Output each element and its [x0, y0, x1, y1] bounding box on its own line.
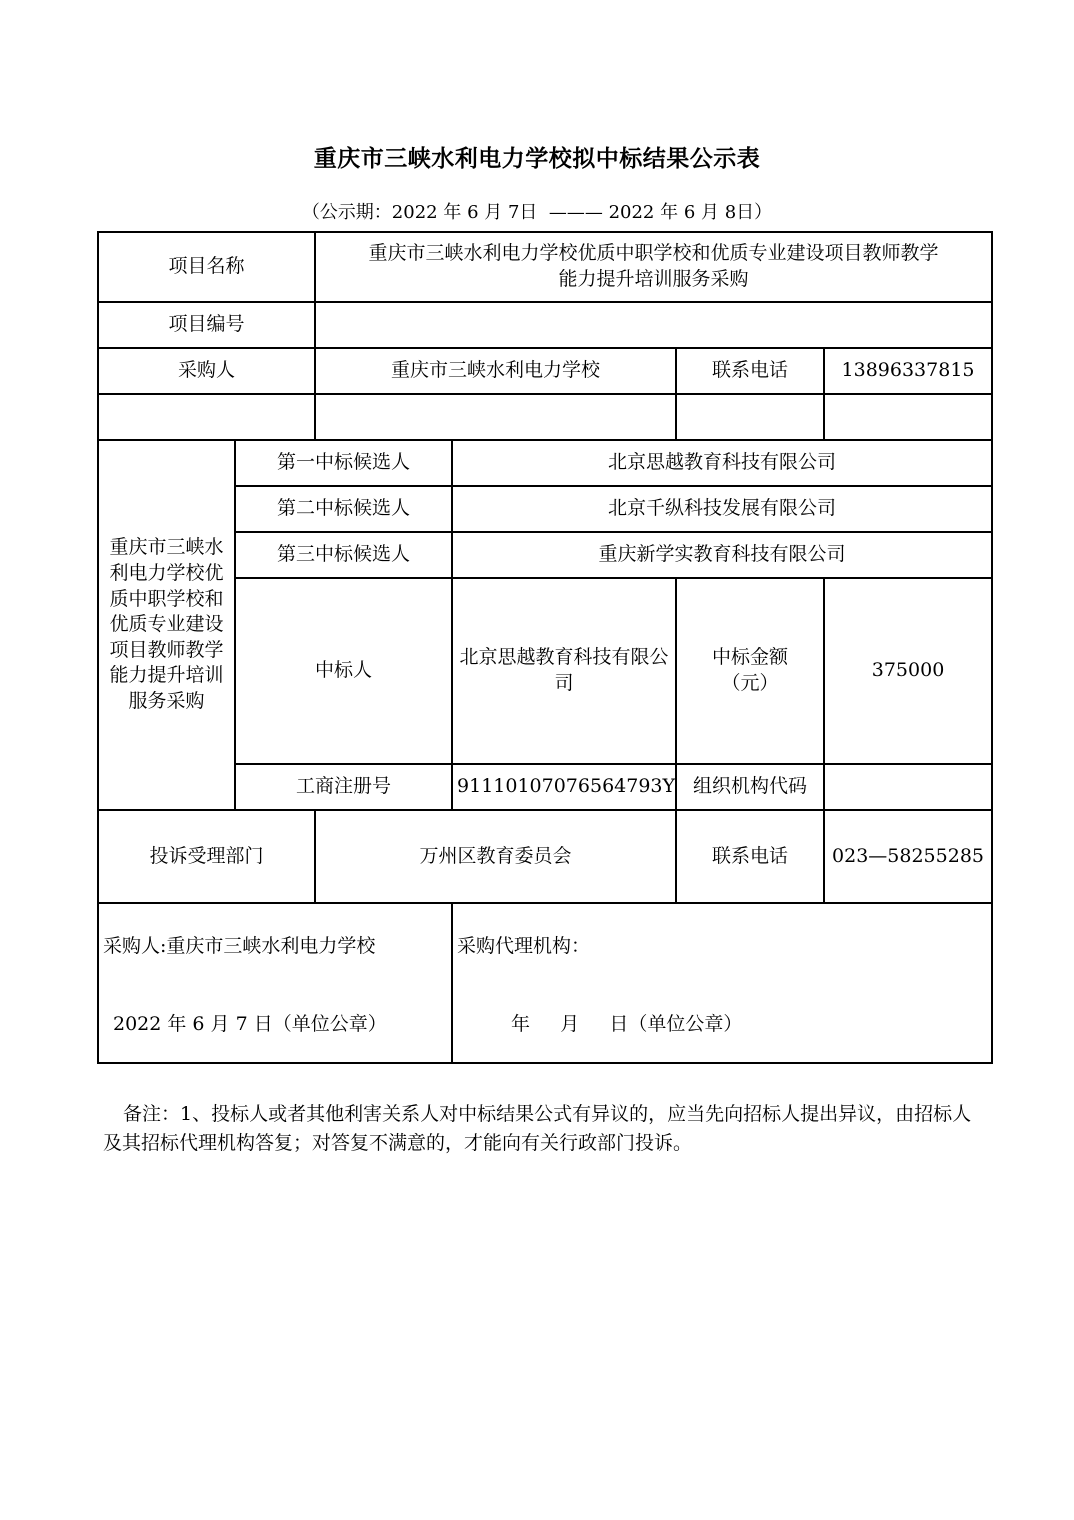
candidate3-label: 第三中标候选人	[235, 532, 452, 578]
candidate3-value: 重庆新学实教育科技有限公司	[452, 532, 992, 578]
reg-no-label: 工商注册号	[235, 764, 452, 810]
candidate1-value: 北京思越教育科技有限公司	[452, 440, 992, 486]
project-name-label: 项目名称	[98, 232, 315, 302]
project-no-value	[315, 302, 992, 348]
buyer-phone-value: 13896337815	[824, 348, 992, 394]
winner-label: 中标人	[235, 578, 452, 764]
project-no-label: 项目编号	[98, 302, 315, 348]
buyer-signature-line: 采购人:重庆市三峡水利电力学校	[103, 935, 376, 957]
buyer-phone-label: 联系电话	[676, 348, 824, 394]
org-code-label: 组织机构代码	[676, 764, 824, 810]
amount-label: 中标金额（元）	[676, 578, 824, 764]
buyer-signature-cell	[98, 903, 452, 1063]
buyer-value: 重庆市三峡水利电力学校	[315, 348, 676, 394]
candidate2-label: 第二中标候选人	[235, 486, 452, 532]
empty-cell	[98, 394, 315, 440]
lot-label: 重庆市三峡水利电力学校优质中职学校和优质专业建设项目教师教学能力提升培训服务采购	[98, 440, 235, 810]
empty-cell	[676, 394, 824, 440]
complaint-phone-value: 023—58255285	[824, 810, 992, 903]
reg-no-value: 91110107076564793Y	[452, 764, 676, 810]
publicity-period: （公示期：2022 年 6 月 7日 ——— 2022 年 6 月 8日）	[301, 202, 773, 223]
agency-signature-cell	[452, 903, 992, 1063]
candidate2-value: 北京千纵科技发展有限公司	[452, 486, 992, 532]
empty-cell	[315, 394, 676, 440]
complaint-label: 投诉受理部门	[98, 810, 315, 903]
empty-cell	[824, 394, 992, 440]
buyer-signature-date: 2022 年 6 月 7 日（单位公章）	[113, 1013, 387, 1035]
winner-value: 北京思越教育科技有限公司	[452, 578, 676, 764]
agency-signature-line: 采购代理机构：	[457, 935, 591, 957]
project-name-value: 重庆市三峡水利电力学校优质中职学校和优质专业建设项目教师教学能力提升培训服务采购	[315, 232, 992, 302]
page-title: 重庆市三峡水利电力学校拟中标结果公示表	[313, 146, 761, 172]
result-table	[97, 231, 993, 1064]
complaint-phone-label: 联系电话	[676, 810, 824, 903]
complaint-value: 万州区教育委员会	[315, 810, 676, 903]
remark-note: 备注：1、投标人或者其他利害关系人对中标结果公式有异议的，应当先向招标人提出异议，由招标人及其招标代理机构答复；对答复不满意的，才能向有关行政部门投诉。	[103, 1103, 972, 1154]
candidate1-label: 第一中标候选人	[235, 440, 452, 486]
agency-signature-date: 年 月 日（单位公章）	[511, 1013, 743, 1035]
amount-value: 375000	[824, 578, 992, 764]
buyer-label: 采购人	[98, 348, 315, 394]
org-code-value	[824, 764, 992, 810]
